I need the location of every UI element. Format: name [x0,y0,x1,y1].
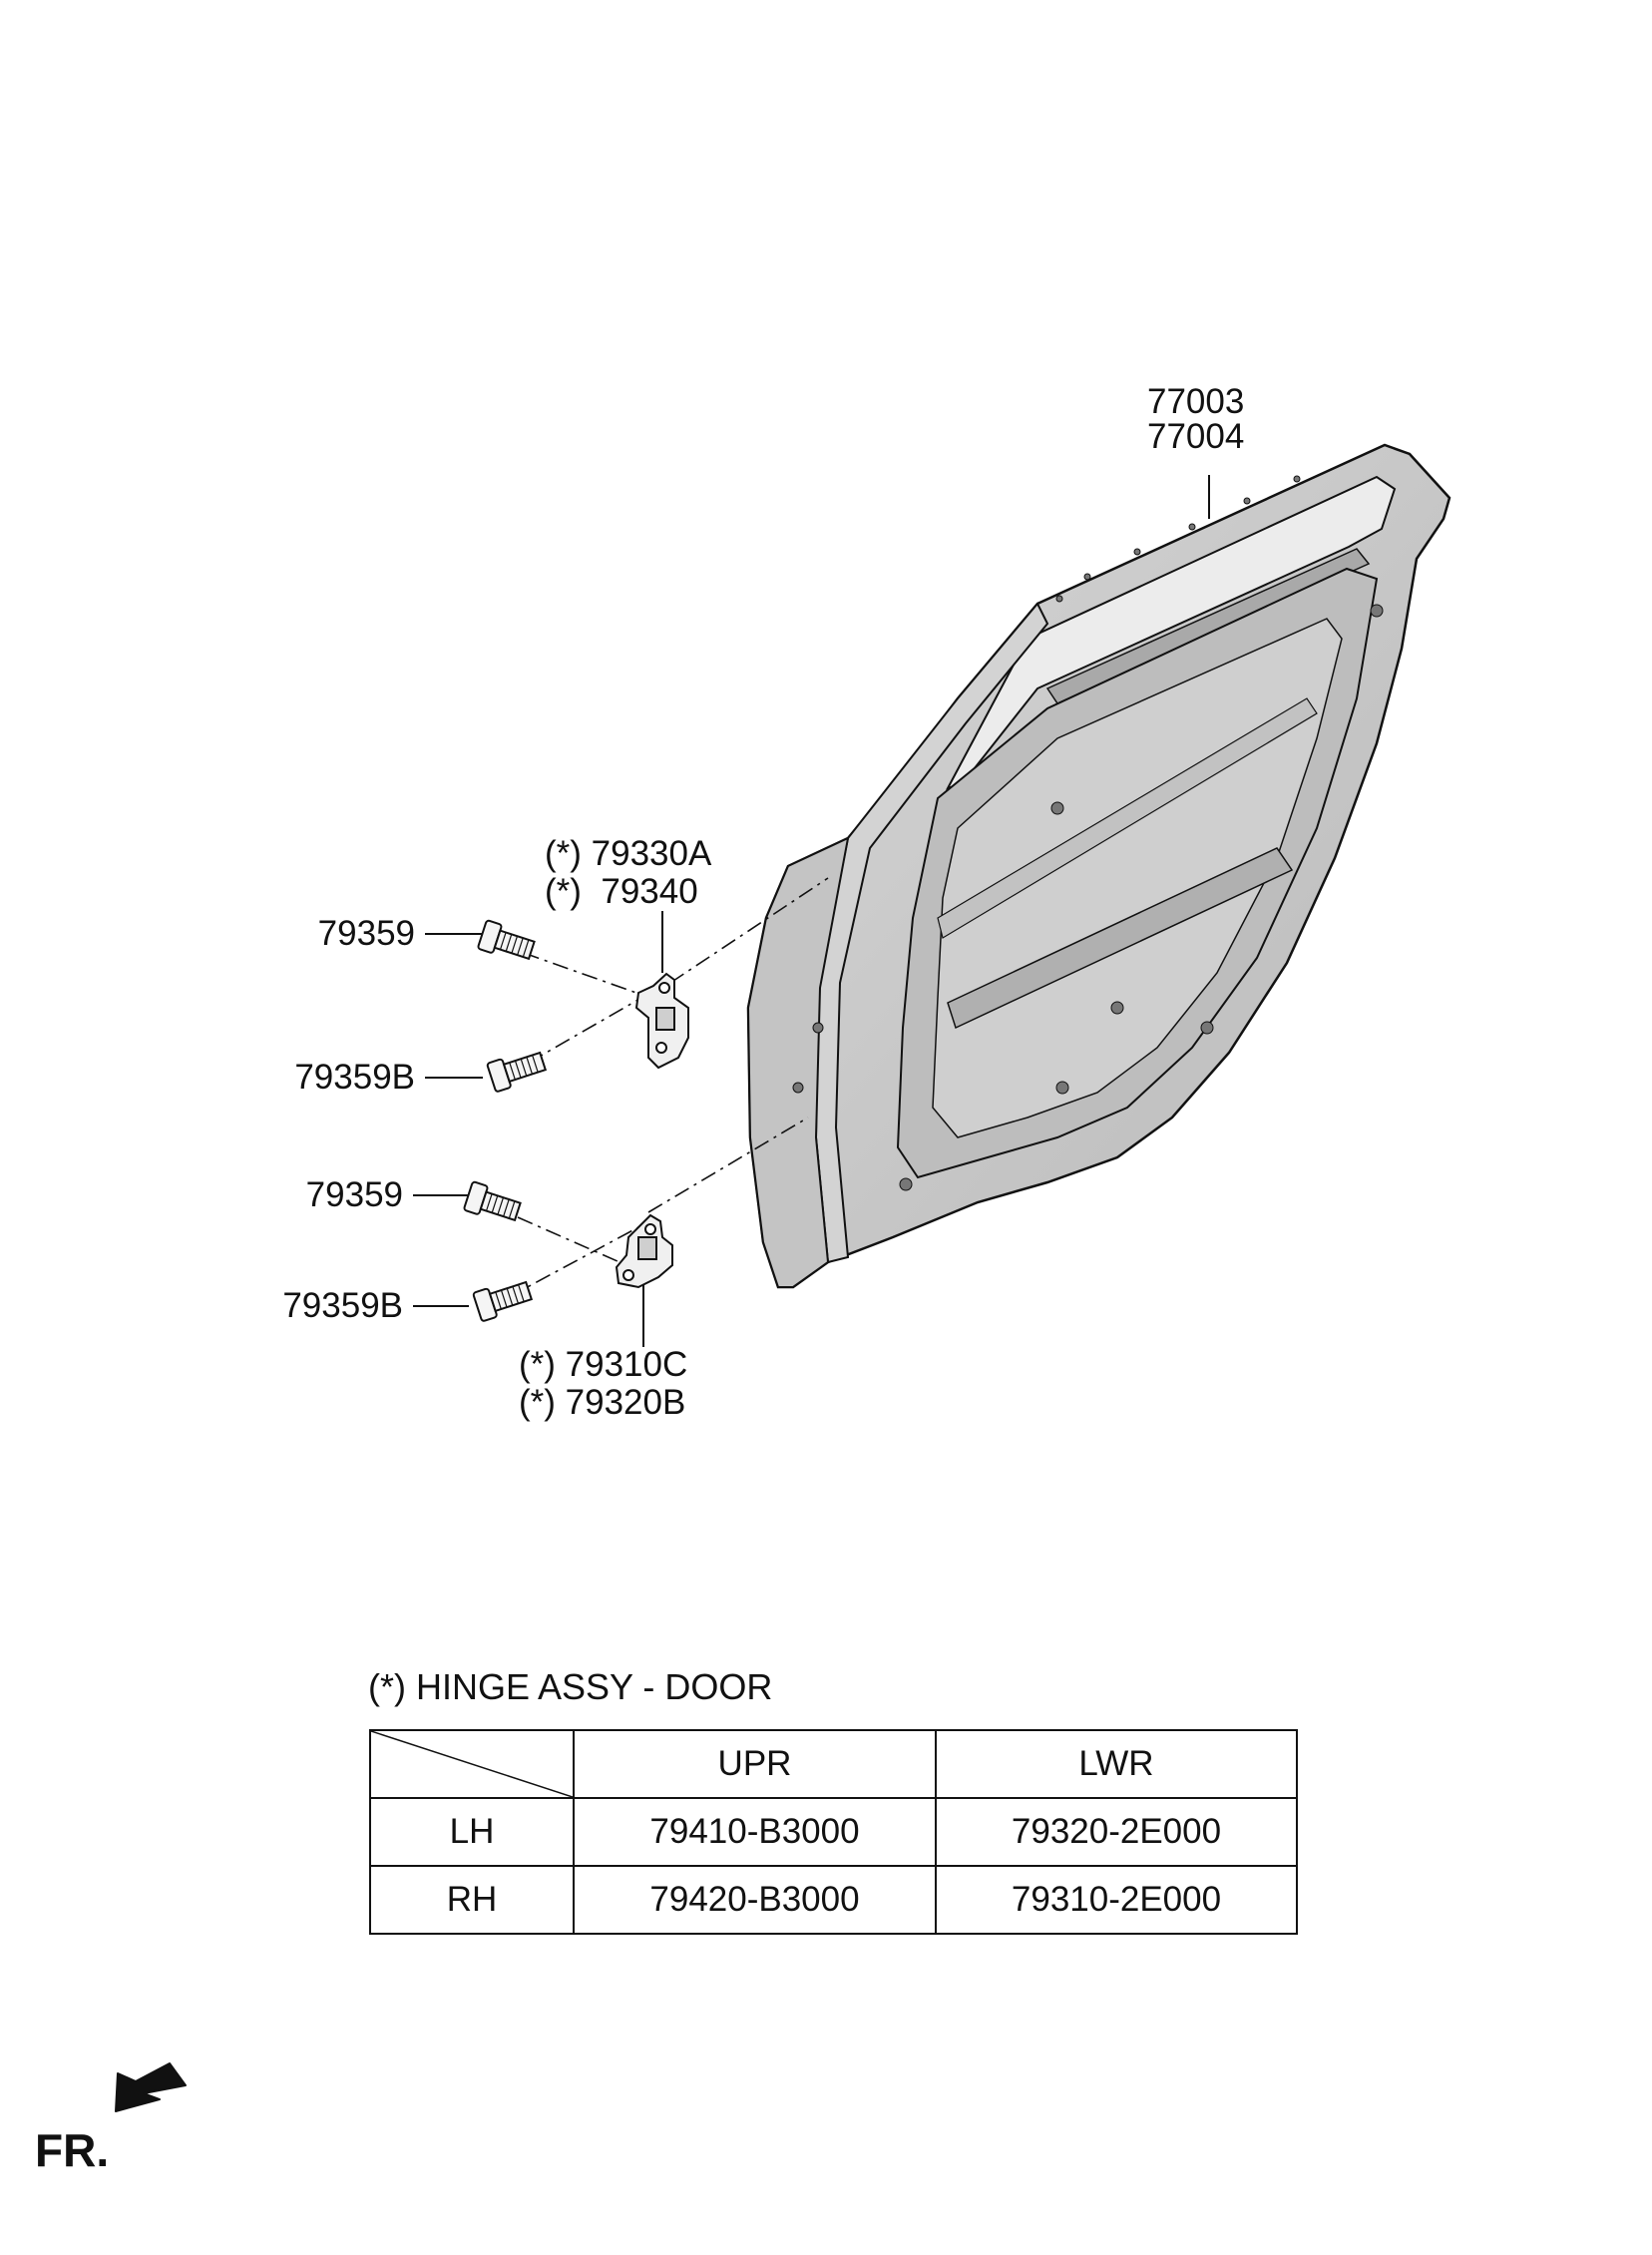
diagonal-divider-icon [371,1731,573,1797]
lower-bolt-part-number: 79359B [282,1286,403,1325]
table-row-header: LH [370,1798,574,1866]
upper-bolt-part-number: 79359B [294,1058,415,1097]
lower-hinge-part-number: (*) 79310C [519,1345,688,1384]
table-row-header: RH [370,1866,574,1934]
table-row [370,1866,1297,1934]
table-header-row [370,1730,1297,1798]
hinge-table-caption: (*) HINGE ASSY - DOOR [368,1666,773,1707]
hinge-part-table [369,1729,1298,1935]
lower-hinge-part-number: (*) 79320B [519,1383,686,1422]
table-cell: 79410-B3000 [574,1798,936,1866]
door-panel-icon [748,445,1449,1287]
front-direction-label: FR. [35,2124,110,2176]
table-row [370,1798,1297,1866]
lower-bolt-part-number: 79359 [305,1175,403,1214]
upper-bolt-part-number: 79359 [317,914,415,953]
door-part-number: 77003 [1147,382,1245,421]
upper-door-hinge-icon [636,974,688,1068]
arrow-lower-left-icon [116,2063,186,2111]
table-header-cell: LWR [936,1730,1297,1798]
table-cell: 79420-B3000 [574,1866,936,1934]
table-corner-cell [370,1730,574,1798]
upper-hinge-part-number: (*) 79330A [545,834,712,873]
flange-bolt-icon [464,920,548,1322]
upper-hinge-part-number: (*) 79340 [545,872,698,911]
door-part-number: 77004 [1147,417,1245,456]
lower-door-hinge-icon [617,1215,672,1287]
table-header-cell: UPR [574,1730,936,1798]
table-cell: 79310-2E000 [936,1866,1297,1934]
table-cell: 79320-2E000 [936,1798,1297,1866]
